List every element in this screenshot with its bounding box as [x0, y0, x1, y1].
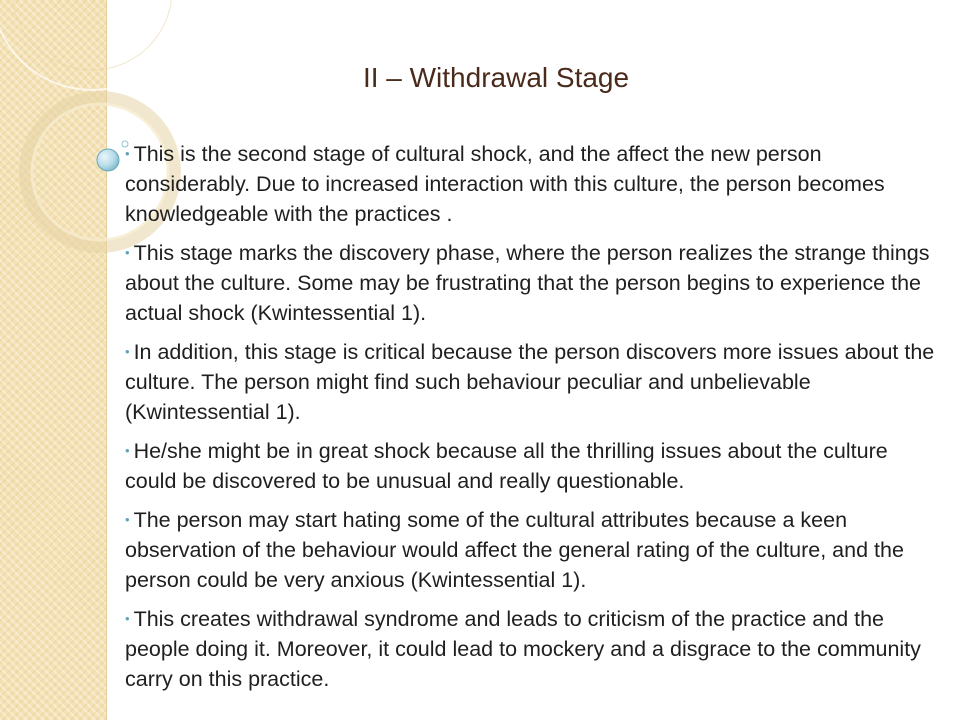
bullet-dot-icon: • — [125, 512, 130, 527]
bullet-text: He/she might be in great shock because all the thrilling issues about the culture could be discovered to be unusual and really questionable. — [125, 439, 888, 493]
bullet-item — [125, 505, 935, 595]
bullet-dot-icon: • — [125, 344, 130, 359]
bullet-dot-icon: • — [125, 443, 130, 458]
bullet-text: This creates withdrawal syndrome and leads to criticism of the practice and the people doing it. Moreover, it could lead to mockery and a disgrace to the community carry on this practice. — [125, 607, 921, 691]
bullet-item — [125, 604, 935, 694]
bullet-item — [125, 436, 935, 496]
bullet-dot-icon: • — [125, 245, 130, 260]
bullet-text: This stage marks the discovery phase, where the person realizes the strange things about the culture. Some may be frustrating that the person begins to experience the actual shock (Kwintessential 1). — [125, 241, 930, 325]
slide-title: II – Withdrawal Stage — [362, 62, 630, 93]
bullet-text: The person may start hating some of the cultural attributes because a keen observation of the behaviour would affect the general rating of the culture, and the person could be very anxious (Kwintessential 1). — [125, 508, 904, 592]
bullet-dot-icon: • — [125, 146, 130, 161]
bullet-list — [125, 139, 935, 703]
bullet-item — [125, 337, 935, 427]
bullet-dot-icon: • — [125, 611, 130, 626]
bullet-text: In addition, this stage is critical because the person discovers more issues about the culture. The person might find such behaviour peculiar and unbelievable (Kwintessential 1). — [125, 340, 935, 424]
bullet-text: This is the second stage of cultural shock, and the affect the new person considerably. Due to increased interaction with this culture, the person becomes knowledgeable with the practices . — [125, 142, 885, 226]
bullet-item — [125, 139, 935, 229]
bullet-item — [125, 238, 935, 328]
